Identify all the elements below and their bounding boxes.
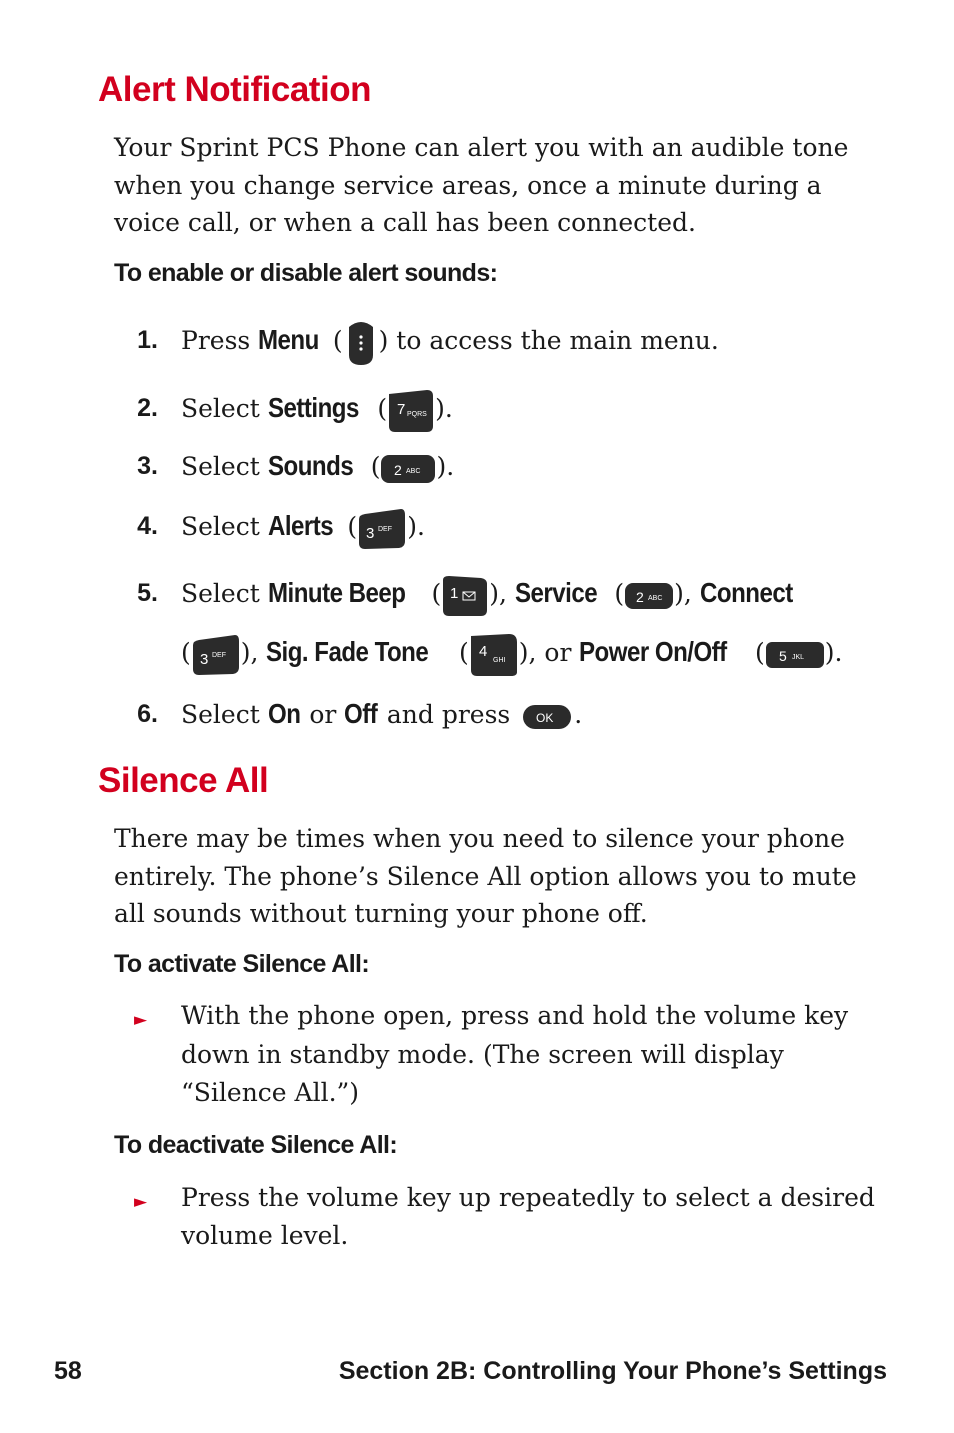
svg-text:2: 2 (394, 461, 403, 478)
silence-intro (114, 820, 857, 933)
silence-intro-line: There may be times when you need to silence your phone (114, 824, 845, 853)
svg-text:1: 1 (450, 584, 459, 602)
keypad-4-icon (469, 632, 519, 678)
on-label: On (267, 698, 301, 729)
step-4 (181, 510, 425, 542)
sig-fade-tone-label: Sig. Fade Tone (266, 636, 429, 667)
keypad-2-icon (380, 454, 436, 484)
step-number: 3. (137, 452, 158, 480)
step-text: ). (436, 452, 455, 481)
step-text: Press (181, 326, 259, 355)
step-number: 5. (137, 579, 158, 607)
minute-beep-label: Minute Beep (267, 577, 406, 608)
service-label: Service (514, 577, 598, 608)
alerts-label: Alerts (267, 510, 333, 541)
alert-intro (114, 129, 848, 242)
instruction-line: volume level. (181, 1220, 349, 1250)
step-text: ( (362, 452, 381, 481)
step-text: Select (181, 394, 268, 423)
sounds-label: Sounds (267, 450, 353, 481)
step-text: ( (369, 394, 388, 423)
step-3 (181, 450, 454, 482)
step-number: 2. (137, 394, 158, 422)
ok-key-icon (522, 704, 572, 730)
step-text: or (301, 700, 345, 729)
step-2 (181, 392, 453, 424)
svg-text:3: 3 (366, 524, 375, 542)
menu-label: Menu (258, 324, 320, 355)
silence-intro-line: all sounds without turning your phone off. (114, 899, 648, 928)
step-text: ( (451, 638, 469, 667)
step-text: Select (181, 512, 268, 541)
svg-text:3: 3 (199, 650, 209, 668)
step-1 (181, 324, 719, 359)
svg-text:GHI: GHI (492, 656, 506, 664)
svg-text:5: 5 (778, 647, 787, 664)
instruction-line: down in standby mode. (The screen will display (181, 1039, 784, 1069)
step-text: ( (423, 579, 442, 608)
keypad-5-icon (765, 641, 825, 669)
step-text: ( (181, 638, 191, 667)
svg-text:ABC: ABC (648, 594, 663, 602)
step-text: ), (240, 638, 267, 667)
step-text: ), or (518, 638, 580, 667)
keypad-1-icon (441, 574, 489, 618)
off-label: Off (344, 698, 378, 729)
page-number: 58 (54, 1357, 82, 1385)
keypad-3-icon (357, 507, 407, 551)
activate-silence-subheading: To activate Silence All: (114, 950, 370, 978)
step-text: ), (674, 579, 700, 608)
step-text: . (574, 700, 583, 729)
keypad-3-icon (191, 633, 241, 677)
connect-label: Connect (699, 577, 793, 608)
step-text: and press (378, 700, 519, 729)
instruction-line: Press the volume key up repeatedly to select a desired (181, 1183, 875, 1212)
step-number: 1. (137, 326, 158, 354)
alert-intro-line: when you change service areas, once a minute during a (114, 170, 822, 200)
step-text: ( (339, 512, 358, 541)
deactivate-silence-subheading: To deactivate Silence All: (114, 1131, 398, 1159)
instruction-line: With the phone open, press and hold the volume key (181, 1001, 849, 1030)
step-text: ). (824, 638, 843, 667)
svg-text:DEF: DEF (378, 525, 393, 533)
step-text: Select (181, 452, 268, 481)
alert-intro-line: voice call, or when a call has been connected. (114, 208, 696, 237)
step-text: ( (606, 579, 625, 608)
step-text: ), (489, 579, 515, 608)
bullet-arrow-icon: ► (134, 1192, 148, 1212)
step-5-line-2 (181, 636, 843, 668)
deactivate-instructions (181, 1179, 875, 1254)
instruction-line: “Silence All.”) (181, 1078, 360, 1107)
svg-text:2: 2 (636, 588, 644, 605)
silence-all-heading: Silence All (98, 761, 269, 800)
alert-intro-line: Your Sprint PCS Phone can alert you with an audible tone (114, 133, 849, 162)
step-text: ). (407, 512, 425, 541)
svg-text:DEF: DEF (211, 651, 226, 659)
step-5-line-1 (181, 577, 804, 609)
power-on-off-label: Power On/Off (579, 636, 728, 667)
activate-instructions (181, 997, 848, 1113)
step-text: Select (181, 700, 268, 729)
alert-notification-heading: Alert Notification (98, 70, 371, 109)
svg-text:OK: OK (536, 710, 554, 725)
svg-text:JKL: JKL (791, 653, 804, 661)
keypad-2-icon (624, 582, 674, 610)
step-text: ( (747, 638, 765, 667)
settings-label: Settings (267, 392, 359, 423)
step-number: 4. (137, 512, 158, 540)
svg-text:PQRS: PQRS (407, 410, 427, 418)
silence-intro-line: entirely. The phone’s Silence All option allows you to mute (114, 861, 857, 891)
keypad-7-icon (387, 388, 435, 434)
menu-softkey-icon (343, 319, 379, 367)
step-text: ) to access the main menu. (378, 326, 719, 355)
bullet-arrow-icon: ► (134, 1010, 148, 1030)
svg-text:7: 7 (397, 400, 406, 418)
section-footer: Section 2B: Controlling Your Phone’s Settings (338, 1357, 887, 1385)
step-number: 6. (137, 700, 158, 728)
step-text: ( (324, 326, 343, 355)
step-text: Select (181, 579, 268, 608)
enable-alert-subheading: To enable or disable alert sounds: (114, 259, 498, 287)
step-6 (181, 698, 582, 730)
step-text: ). (435, 394, 453, 423)
svg-text:4: 4 (478, 642, 488, 660)
svg-text:ABC: ABC (406, 467, 421, 475)
